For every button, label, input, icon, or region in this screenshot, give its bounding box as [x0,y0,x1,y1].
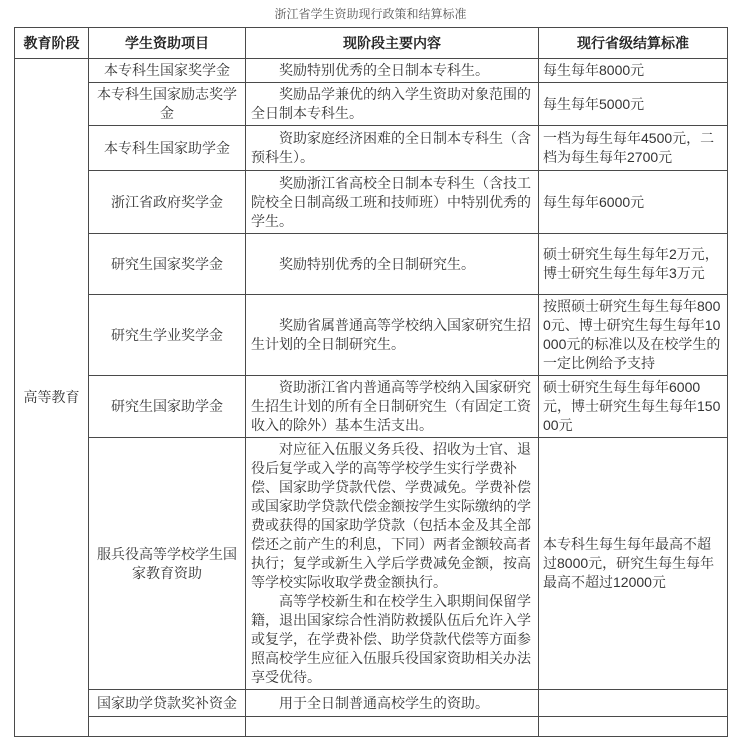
header-education-stage: 教育阶段 [15,28,89,59]
table-row [15,83,728,126]
table-row [15,171,728,234]
settlement-standard-cell: 一档为每生每年4500元，二档为每生每年2700元 [539,126,728,171]
settlement-standard-cell: 每生每年8000元 [539,59,728,83]
settlement-standard-cell [539,690,728,717]
table-row [15,59,728,83]
main-content-cell [246,438,539,690]
table-body [15,59,728,737]
content-paragraph: 奖励品学兼优的纳入学生资助对象范围的全日制本专科生。 [251,86,531,121]
content-paragraph: 资助家庭经济困难的全日制本专科生（含预科生）。 [251,130,531,165]
table-row [15,234,728,295]
aid-project-cell [89,717,246,737]
main-content-cell [246,83,539,126]
aid-project-cell: 国家助学贷款奖补资金 [89,690,246,717]
content-paragraph: 资助浙江省内普通高等学校纳入国家研究生招生计划的所有全日制研究生（有固定工资收入的除外）基本生活支出。 [251,379,531,433]
header-main-content: 现阶段主要内容 [246,28,539,59]
table-row [15,438,728,690]
table-row [15,717,728,737]
aid-project-cell: 本专科生国家助学金 [89,126,246,171]
settlement-standard-cell: 按照硕士研究生每生每年8000元、博士研究生每生每年10000元的标准以及在校学生的一定比例给予支持 [539,295,728,376]
content-paragraph: 对应征入伍服义务兵役、招收为士官、退役后复学或入学的高等学校学生实行学费补偿、国家助学贷款代偿、学费减免。学费补偿或国家助学贷款代偿金额按学生实际缴纳的学费或获得的国家助学贷款（包括本金及其全部偿还之前产生的利息，下同）两者金额较高者执行；复学或新生入学后学费减免金额，按高等学校实际收取学费金额执行。 [251,441,531,590]
aid-project-cell: 本专科生国家奖学金 [89,59,246,83]
table-row [15,295,728,376]
content-paragraph: 用于全日制普通高校学生的资助。 [279,694,489,711]
table-row [15,690,728,717]
education-stage-cell: 高等教育 [15,59,89,737]
main-content-cell [246,376,539,438]
aid-project-cell: 研究生国家助学金 [89,376,246,438]
aid-project-cell: 研究生学业奖学金 [89,295,246,376]
page-title: 浙江省学生资助现行政策和结算标准 [274,7,467,21]
main-content-cell [246,690,539,717]
aid-project-cell: 研究生国家奖学金 [89,234,246,295]
header-aid-project: 学生资助项目 [89,28,246,59]
header-row [15,28,728,59]
content-paragraph: 奖励浙江省高校全日制本专科生（含技工院校全日制高级工班和技师班）中特别优秀的学生。 [251,174,531,229]
main-content-cell [246,59,539,83]
aid-project-cell: 本专科生国家励志奖学金 [89,83,246,126]
settlement-standard-cell [539,717,728,737]
aid-project-cell: 浙江省政府奖学金 [89,171,246,234]
content-paragraph: 高等学校新生和在校学生入职期间保留学籍，退出国家综合性消防救援队伍后允许入学或复学，在学费补偿、助学贷款代偿等方面参照高校学生应征入伍服兵役国家资助相关办法享受优待。 [251,593,531,685]
content-paragraph: 奖励特别优秀的全日制本专科生。 [279,62,489,78]
table-row [15,126,728,171]
main-content-cell [246,126,539,171]
settlement-standard-cell: 本专科生每生每年最高不超过8000元，研究生每生每年最高不超过12000元 [539,438,728,690]
aid-policy-table [14,27,728,737]
main-content-cell [246,717,539,737]
table-header [15,28,728,59]
settlement-standard-cell: 硕士研究生每生每年6000元，博士研究生每生每年15000元 [539,376,728,438]
settlement-standard-cell: 每生每年6000元 [539,171,728,234]
settlement-standard-cell: 每生每年5000元 [539,83,728,126]
aid-project-cell: 服兵役高等学校学生国家教育资助 [89,438,246,690]
header-settlement-standard: 现行省级结算标准 [539,28,728,59]
settlement-standard-cell: 硕士研究生每生每年2万元，博士研究生每生每年3万元 [539,234,728,295]
content-paragraph: 奖励特别优秀的全日制研究生。 [279,255,475,272]
table-row [15,376,728,438]
content-paragraph: 奖励省属普通高等学校纳入国家研究生招生计划的全日制研究生。 [251,317,531,352]
main-content-cell [246,234,539,295]
main-content-cell [246,171,539,234]
main-content-cell [246,295,539,376]
